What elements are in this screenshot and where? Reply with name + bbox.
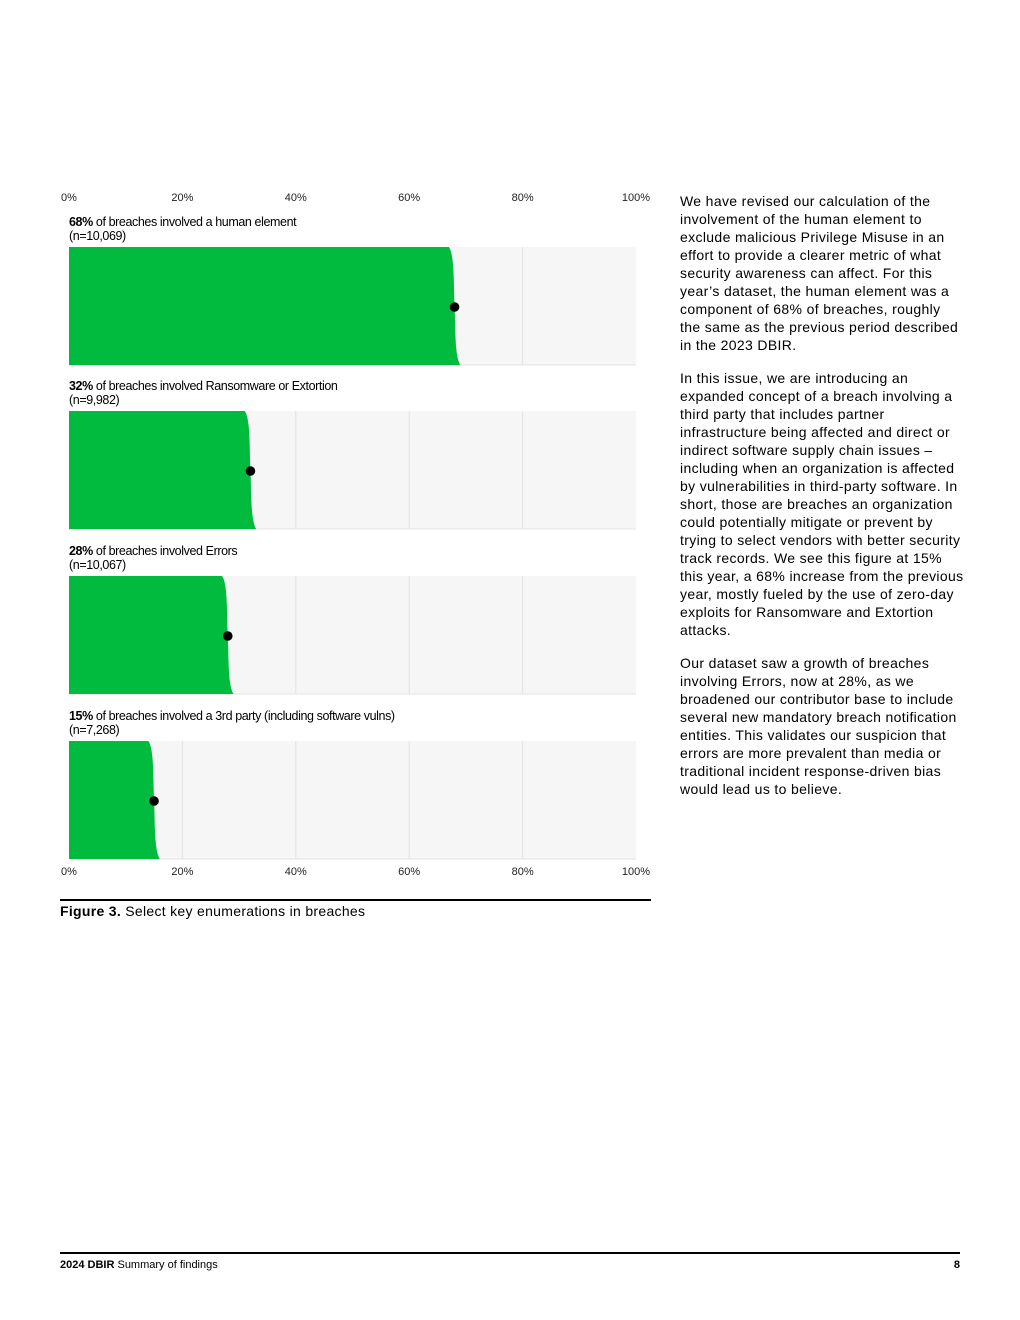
panel-title-0 (69, 215, 297, 229)
bottom-tick-label-2: 40% (284, 866, 307, 878)
panel-percent-1: 32% (69, 379, 93, 393)
panel-description-3: of breaches involved a 3rd party (including software vulns) (92, 709, 395, 723)
panel-description-1: of breaches involved Ransomware or Extortion (92, 379, 338, 393)
panel-title-3 (69, 709, 395, 723)
point-estimate-dot-0 (450, 302, 460, 312)
figure-caption (60, 903, 365, 919)
panel-bar-2 (69, 576, 233, 694)
panel-bar-1 (69, 411, 256, 529)
paragraph-errors: Our dataset saw a growth of breaches involving Errors, now at 28%, as we broadened our contributor base to include several new mandatory breach notification entities. This validates our suspicion that errors are more prevalent than media or traditional incident response-driven bias would lead us to believe. (680, 655, 957, 797)
panel-bar-0 (69, 247, 460, 365)
panel-n-2: (n=10,067) (69, 558, 126, 572)
bottom-tick-label-3: 60% (398, 866, 421, 878)
enumerations-chart (0, 0, 660, 890)
figure-caption-text: Select key enumerations in breaches (121, 903, 366, 919)
footer-report: 2024 DBIR (60, 1259, 115, 1271)
paragraph-third-party: In this issue, we are introducing an expanded concept of a breach involving a third party that includes partner infrastructure being affected and direct or indirect software supply chain issues – including when an organization is affected by vulnerabilities in third-party software. In short, those are breaches an organization could potentially mitigate or prevent by trying to select vendors with better security track records. We see this figure at 15% this year, a 68% increase from the previous year, mostly fueled by the use of zero-day exploits for Ransomware and Extortion attacks. (680, 370, 964, 638)
footer-title (60, 1259, 218, 1271)
panel-percent-2: 28% (69, 544, 93, 558)
point-estimate-dot-3 (149, 796, 159, 806)
panel-title-1 (69, 379, 338, 393)
body-text (680, 192, 964, 813)
footer-section: Summary of findings (114, 1259, 218, 1271)
panel-n-1: (n=9,982) (69, 393, 120, 407)
panel-bar-3 (69, 741, 160, 859)
paragraph-human-element: We have revised our calculation of the involvement of the human element to exclude malicious Privilege Misuse in an effort to provide a clearer metric of what security awareness can affect. For this year’s dataset, the human element was a component of 68% of breaches, roughly the same as the previous period described in the 2023 DBIR. (680, 193, 959, 353)
top-tick-label-4: 80% (511, 192, 534, 204)
figure-number: Figure 3. (60, 903, 122, 919)
panel-percent-3: 15% (69, 709, 93, 723)
panel-percent-0: 68% (69, 215, 93, 229)
figure-divider (60, 899, 651, 901)
panel-n-3: (n=7,268) (69, 723, 120, 737)
page-number: 8 (953, 1259, 960, 1271)
bottom-tick-label-1: 20% (171, 866, 194, 878)
bottom-tick-label-0: 0% (61, 866, 77, 878)
point-estimate-dot-2 (223, 631, 233, 641)
panel-title-2 (69, 544, 237, 558)
top-tick-label-1: 20% (171, 192, 194, 204)
top-tick-label-2: 40% (284, 192, 307, 204)
panel-description-0: of breaches involved a human element (92, 215, 297, 229)
top-tick-label-5: 100% (621, 192, 651, 204)
footer-divider (60, 1252, 960, 1254)
top-tick-label-3: 60% (398, 192, 421, 204)
bottom-tick-label-5: 100% (621, 866, 651, 878)
panel-n-0: (n=10,069) (69, 229, 126, 243)
bottom-tick-label-4: 80% (511, 866, 534, 878)
top-tick-label-0: 0% (61, 192, 77, 204)
panel-description-2: of breaches involved Errors (92, 544, 238, 558)
point-estimate-dot-1 (246, 466, 256, 476)
